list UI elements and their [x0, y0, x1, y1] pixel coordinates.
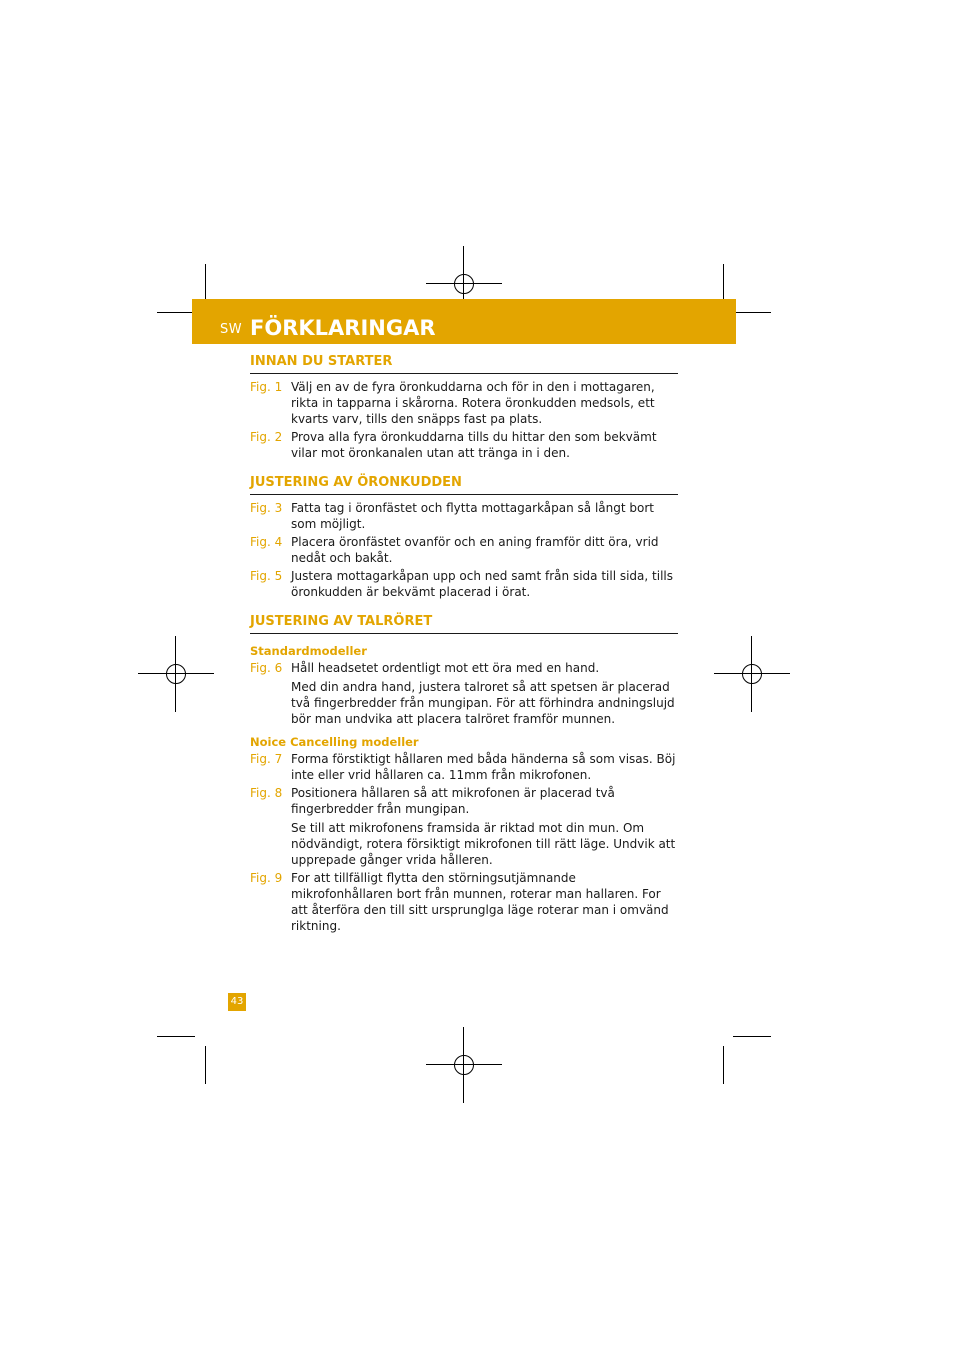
list-item — [250, 379, 678, 427]
crop-mark — [733, 312, 771, 313]
list-item — [250, 568, 678, 600]
figure-label: Fig. 6 — [250, 661, 283, 675]
crop-mark — [205, 264, 206, 302]
crop-mark — [157, 312, 195, 313]
item-text: Välj en av de fyra öronkuddarna och för in den i mottagaren, rikta in tapparna i skårorna. Rotera öronkudden medsols, ett kvarts varv, tills den snäpps fast pa plats. — [291, 380, 655, 426]
page-number: 43 — [228, 993, 246, 1011]
crop-mark — [205, 1046, 206, 1084]
item-text: Positionera hållaren så att mikrofonen är placerad två fingerbredder från mungipan. — [291, 786, 615, 816]
figure-label: Fig. 5 — [250, 569, 283, 583]
figure-label: Fig. 1 — [250, 380, 283, 394]
item-text: Prova alla fyra öronkuddarna tills du hittar den som bekvämt vilar mot öronkanalen utan att tränga in i den. — [291, 430, 657, 460]
language-code: SW — [220, 322, 243, 337]
figure-label: Fig. 7 — [250, 752, 283, 766]
figure-label: Fig. 2 — [250, 430, 283, 444]
figure-label: Fig. 9 — [250, 871, 283, 885]
crop-mark — [157, 1036, 195, 1037]
page-title: FÖRKLARINGAR — [250, 316, 436, 340]
list-item — [250, 534, 678, 566]
list-item — [250, 429, 678, 461]
crop-mark — [723, 1046, 724, 1084]
item-text: Justera mottagarkåpan upp och ned samt från sida till sida, tills öronkudden är bekvämt placerad i örat. — [291, 569, 673, 599]
list-item — [250, 870, 678, 934]
item-text: Håll headsetet ordentligt mot ett öra med en hand. — [291, 661, 600, 675]
registration-mark-icon — [714, 636, 790, 712]
figure-label: Fig. 3 — [250, 501, 283, 515]
registration-mark-icon — [426, 1027, 502, 1103]
item-paragraph: Med din andra hand, justera talroret så att spetsen är placerad två fingerbredder från mungipan. För att förhindra andningslujd bör man undvika att placera talröret framför munnen. — [291, 680, 675, 726]
list-item — [250, 500, 678, 532]
section-heading: JUSTERING AV ÖRONKUDDEN — [250, 475, 678, 495]
title-banner — [192, 299, 736, 344]
item-text: Placera öronfästet ovanför och en aning framför ditt öra, vrid nedåt och bakåt. — [291, 535, 659, 565]
item-paragraph: Se till att mikrofonens framsida är riktad mot din mun. Om nödvändigt, rotera försiktigt mikrofonen till rätt läge. Undvik att upprepade gånger vrida hålleren. — [291, 821, 676, 867]
list-item — [250, 785, 678, 817]
registration-mark-icon — [138, 636, 214, 712]
item-text: Fatta tag i öronfästet och flytta mottagarkåpan så långt bort som möjligt. — [291, 501, 654, 531]
content — [250, 354, 678, 934]
item-text: For att tillfälligt flytta den störningsutjämnande mikrofonhållaren bort från munnen, roterar man hallaren. For att återföra den till sitt ursprunglga läge roterar man i omvänd riktning. — [291, 871, 669, 933]
figure-label: Fig. 8 — [250, 786, 283, 800]
subsection-heading: Standardmodeller — [250, 644, 367, 658]
crop-mark — [723, 264, 724, 302]
figure-label: Fig. 4 — [250, 535, 283, 549]
item-text: Forma förstiktigt hållaren med båda händerna så som visas. Böj inte eller vrid hållaren ca. 11mm från mikrofonen. — [291, 752, 676, 782]
list-item — [250, 660, 678, 676]
section-heading: INNAN DU STARTER — [250, 354, 678, 374]
subsection-heading: Noice Cancelling modeller — [250, 735, 419, 749]
section-heading: JUSTERING AV TALRÖRET — [250, 614, 678, 634]
list-item — [250, 751, 678, 783]
crop-mark — [733, 1036, 771, 1037]
